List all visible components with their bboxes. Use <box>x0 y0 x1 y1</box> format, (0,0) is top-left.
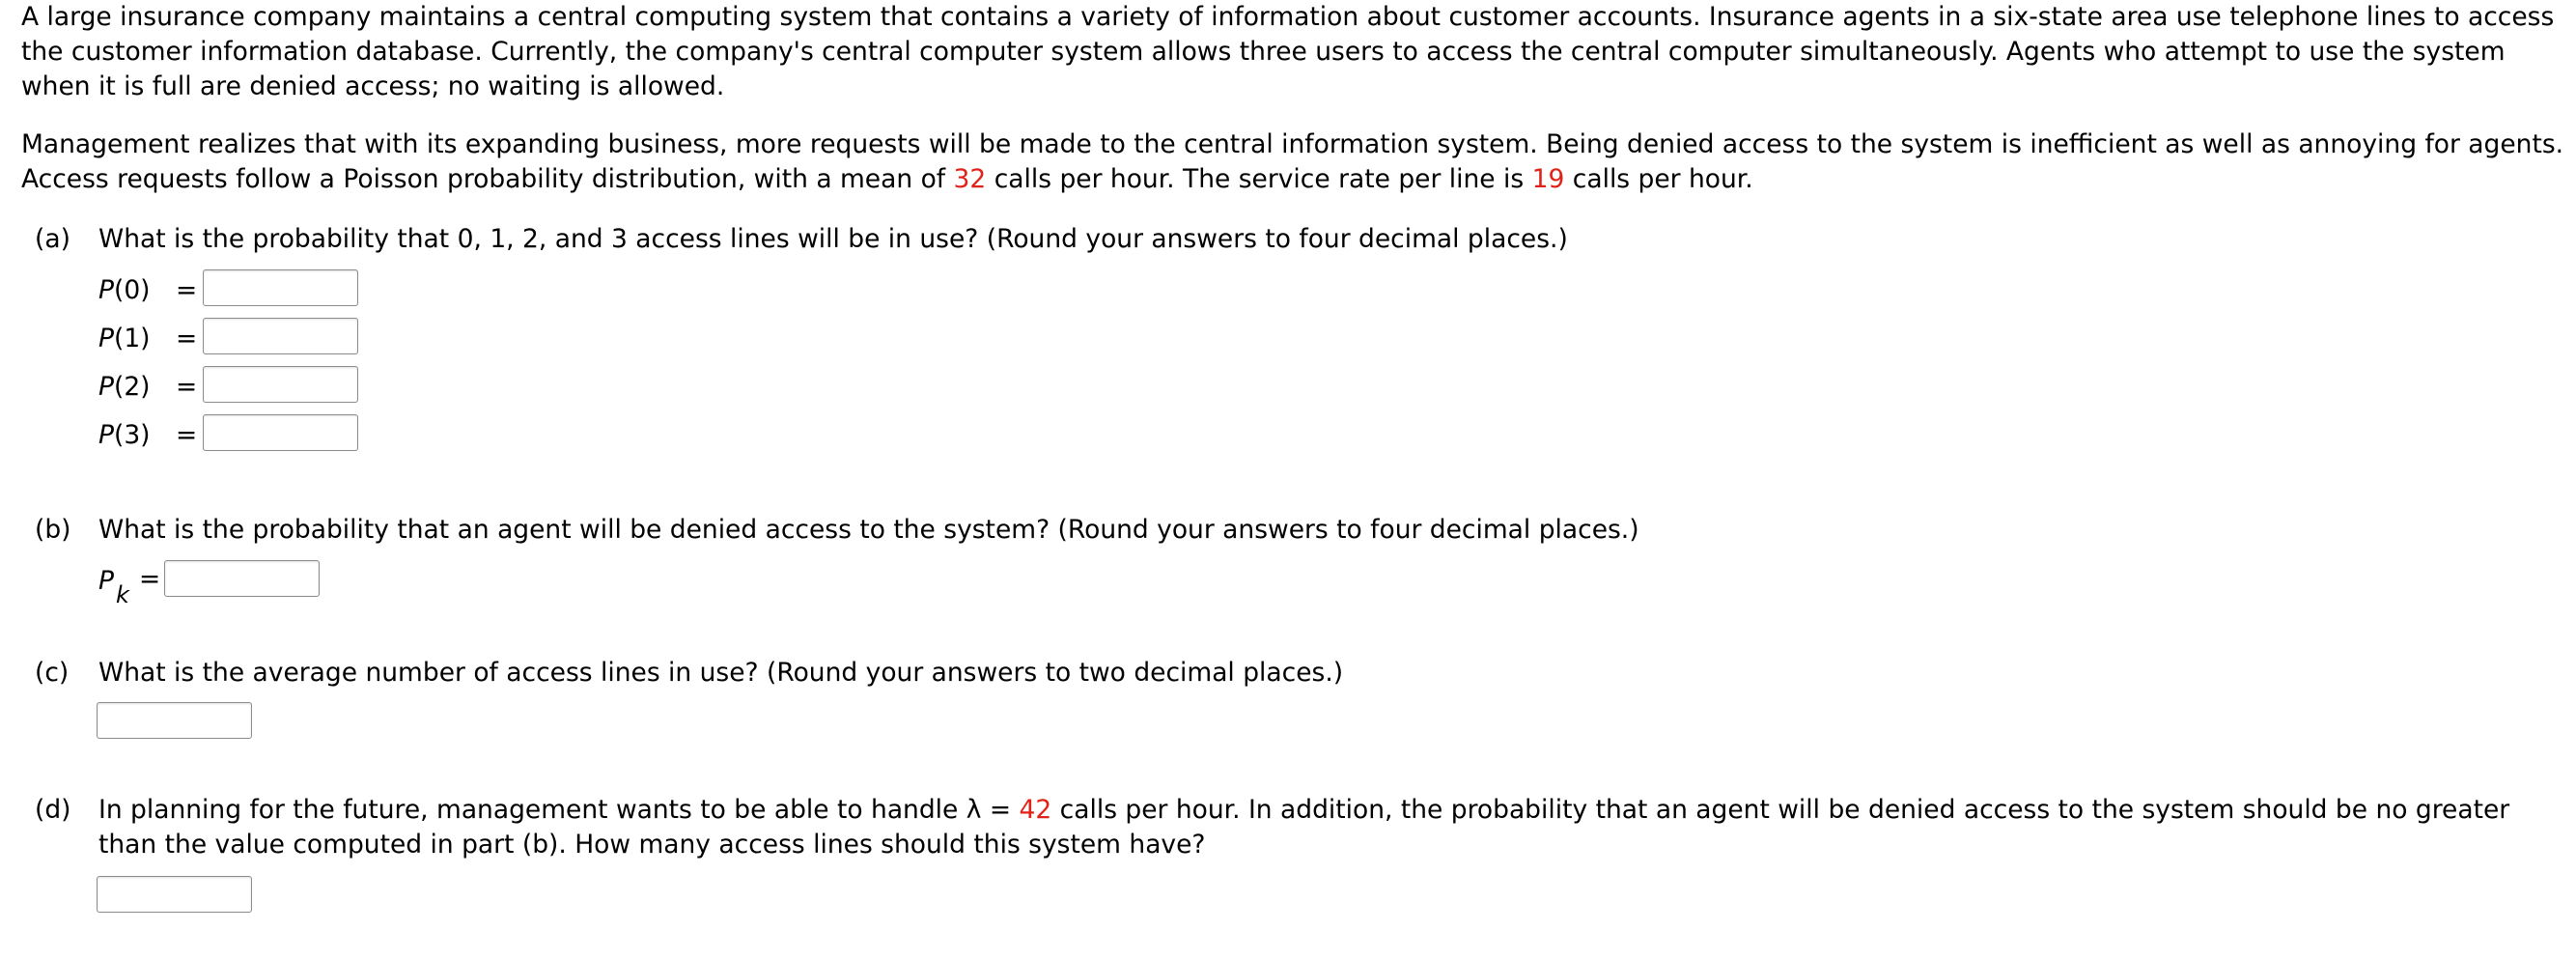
pk-subscript: k <box>116 581 129 608</box>
p1-label: P(1) <box>98 324 151 353</box>
part-b-label: (b) <box>35 515 71 545</box>
part-d-text-b: calls per hour. In addition, the probability that an agent will be denied access to the system should be no greater than the value computed in part (b). How many access lines should this system have? <box>98 795 2510 860</box>
pk-equals: = <box>139 564 161 594</box>
p2-input[interactable] <box>203 366 358 403</box>
intro-paragraph-1: A large insurance company maintains a central computing system that contains a variety of information about customer accounts. Insurance agents in a six-state area use telephone lines to access the customer information database. Currently, the company's central computer system allows three users to access the central computer simultaneously. Agents who attempt to use the system when it is full are denied access; no waiting is allowed. <box>21 2 2555 101</box>
part-b-text: What is the probability that an agent will be denied access to the system? (Round your answers to four decimal places.) <box>98 515 1639 545</box>
intro-text-b: calls per hour. The service rate per line is <box>986 164 1532 194</box>
pk-input[interactable] <box>164 560 320 597</box>
p1-input[interactable] <box>203 318 358 354</box>
p2-label: P(2) <box>98 372 151 402</box>
p2-equals: = <box>176 372 198 402</box>
mean-value: 32 <box>953 164 987 194</box>
p0-input[interactable] <box>203 269 358 306</box>
part-d-text <box>98 793 2570 862</box>
part-c-label: (c) <box>35 658 70 688</box>
part-c-text: What is the average number of access lines in use? (Round your answers to two decimal places.) <box>98 658 1344 688</box>
p3-label: P(3) <box>98 420 151 450</box>
p0-label: P(0) <box>98 275 151 305</box>
p0-equals: = <box>176 275 198 305</box>
service-rate-value: 19 <box>1531 164 1565 194</box>
part-a-text: What is the probability that 0, 1, 2, and 3 access lines will be in use? (Round your answers to four decimal places.) <box>98 224 1568 254</box>
p3-equals: = <box>176 420 198 450</box>
part-d-text-a: In planning for the future, management wants to be able to handle λ = <box>98 795 1020 825</box>
intro-paragraph-2 <box>21 127 2570 197</box>
p1-equals: = <box>176 324 198 353</box>
intro-text-a: Management realizes that with its expanding business, more requests will be made to the central information system. Being denied access to the system is inefficient as well as annoying for agents. Access requests follow a Poisson probability distribution, with a mean of <box>21 129 2564 194</box>
part-d-label: (d) <box>35 795 71 825</box>
lambda-value: 42 <box>1019 795 1052 825</box>
pk-symbol: P <box>98 566 114 596</box>
intro-text-c: calls per hour. <box>1564 164 1753 194</box>
avg-lines-input[interactable] <box>97 702 252 739</box>
part-a-label: (a) <box>35 224 70 254</box>
access-lines-input[interactable] <box>97 876 252 913</box>
p3-input[interactable] <box>203 414 358 451</box>
